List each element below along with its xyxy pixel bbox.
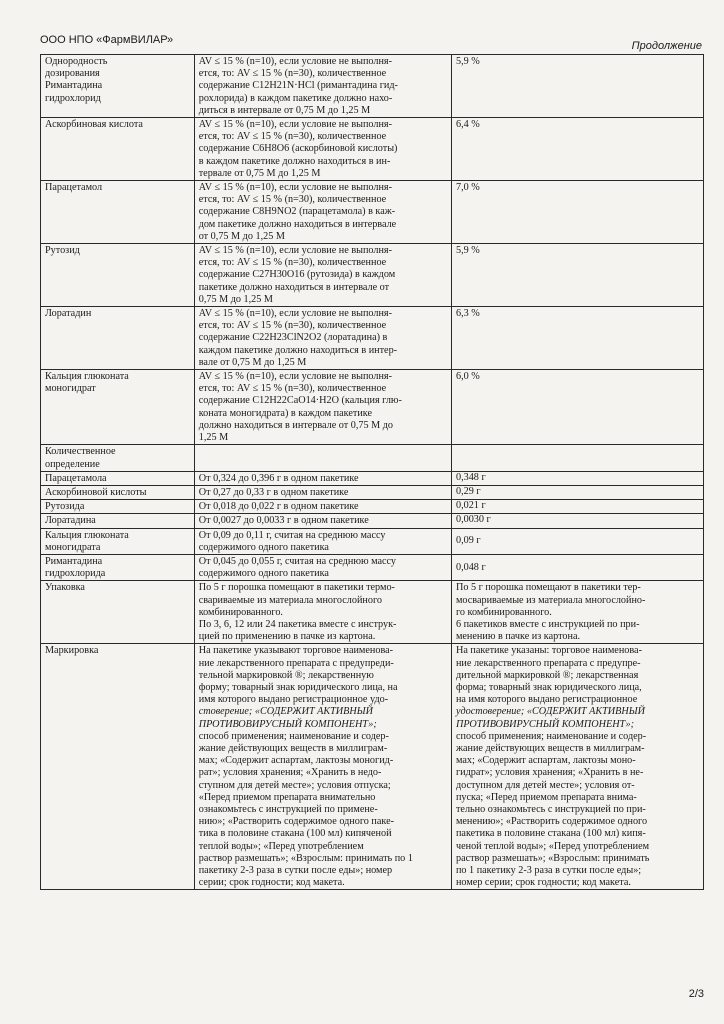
requirement-cell (194, 471, 451, 485)
table-row (41, 500, 704, 514)
text-line: ПРОТИВОВИРУСНЫЙ КОМПОНЕНТ»; (455, 718, 634, 730)
text-line: менению в пачке из картона. (455, 631, 581, 643)
text-line: ознакомьтесь с инструкцией по примене- (198, 803, 378, 815)
text-line: От 0,018 до 0,022 г в одном пакетике (198, 501, 359, 513)
text-line: Римантадина (45, 555, 103, 567)
result-cell: 5,9 % (451, 55, 703, 118)
text-line: тельной маркировкой ®; лекарственную (198, 669, 374, 681)
text-line: От 0,324 до 0,396 г в одном пакетике (198, 472, 359, 484)
ingredient-name-cell (41, 485, 195, 499)
text-line: ние лекарственного препарата с предупре- (455, 657, 641, 669)
text-line: серии; срок годности; код макета. (198, 877, 345, 889)
text-line: Кальция глюконата (45, 371, 129, 383)
result-cell (451, 644, 703, 890)
ingredient-name-cell (41, 471, 195, 485)
ingredient-name-cell (41, 244, 195, 307)
text-line: тельно ознакомьтесь с инструкцией по при- (455, 803, 646, 815)
text-line: От 0,27 до 0,33 г в одном пакетике (198, 486, 349, 498)
text-line: AV ≤ 15 % (n=10), если условие не выполня- (198, 56, 392, 67)
text-line: имя которого выдано регистрационное удо- (198, 694, 389, 706)
text-line: номер серии; срок годности; код макета. (455, 877, 631, 889)
text-line: го комбинированного. (455, 606, 552, 618)
text-line: гидрохлорида (45, 568, 106, 580)
empty-cell (194, 445, 451, 471)
text-line: стоверение; «СОДЕРЖИТ АКТИВНЫЙ (198, 706, 373, 718)
text-line: По 5 г порошка помещают в пакетики тер- (455, 582, 641, 594)
text-line: ступном для детей месте»; условия отпуска; (198, 779, 391, 791)
text-line: 0,75 M до 1,25 M (198, 293, 273, 305)
text-line: ется, то: AV ≤ 15 % (n=30), количественное (198, 131, 387, 143)
text-line: менению»; «Растворить содержимое одного (455, 816, 648, 828)
text-line: «Перед приемом препарата внимательно (198, 791, 376, 803)
text-line: ется, то: AV ≤ 15 % (n=30), количественное (198, 257, 387, 269)
text-line: от 0,75 M до 1,25 M (198, 230, 285, 242)
table-row (41, 118, 704, 181)
specification-table (40, 54, 704, 890)
text-line: AV ≤ 15 % (n=10), если условие не выполня- (198, 245, 392, 257)
text-line: дительной маркировкой ®; лекарственная (455, 669, 639, 681)
text-line: комбинированного. (198, 606, 283, 618)
text-line: ПРОТИВОВИРУСНЫЙ КОМПОНЕНТ»; (198, 718, 377, 730)
text-line: содержание C27H30O16 (рутозида) в каждом (198, 269, 396, 281)
text-line: гидрохлорид (45, 92, 101, 104)
ingredient-name-cell (41, 55, 195, 118)
requirement-cell (194, 181, 451, 244)
table-row (41, 528, 704, 554)
text-line: Парацетамол (45, 182, 103, 194)
text-line: каждом пакетике должно находиться в интер- (198, 344, 398, 356)
text-line: ется, то: AV ≤ 15 % (n=30), количественное (198, 320, 387, 332)
continuation-label: Продолжение (631, 40, 702, 52)
result-cell: 6,4 % (451, 118, 703, 181)
text-line: жание действующих веществ в миллиграм- (455, 742, 645, 754)
text-line: содержание C22H23ClN2O2 (лоратадина) в (198, 332, 388, 344)
result-cell (451, 581, 703, 644)
text-line: ние лекарственного препарата с предупреди- (198, 657, 394, 669)
text-line: Однородность (45, 56, 108, 67)
section-heading-cell (41, 445, 195, 471)
text-line: пакетика в половине стакана (100 мл) кипя- (455, 828, 646, 840)
table-row (41, 581, 704, 644)
requirement-cell (194, 528, 451, 554)
text-line: пакетику 2-3 раза в сутки после еды»; номер (198, 865, 393, 876)
text-line: Рутозида (45, 501, 85, 513)
ingredient-name-cell (41, 370, 195, 445)
requirement-cell (194, 554, 451, 580)
requirement-cell (194, 55, 451, 118)
text-line: пуска; «Перед приемом препарата внима- (455, 791, 637, 803)
text-line: AV ≤ 15 % (n=10), если условие не выполня- (198, 182, 392, 194)
text-line: раствор размешать»; «Взрослым: принимать по 1 (198, 852, 413, 864)
text-line: содержание C12H21N·HCl (римантадина гид- (198, 80, 398, 92)
text-line: рохлорида) в каждом пакетике должно нахо- (198, 92, 393, 104)
text-line: свариваемые из материала многослойного (198, 594, 382, 606)
requirement-cell (194, 118, 451, 181)
text-line: содержание C6H8O6 (аскорбиновой кислоты) (198, 143, 398, 155)
company-name: ООО НПО «ФармВИЛАР» (40, 34, 174, 46)
table-row (41, 445, 704, 471)
text-line: диться в интервале от 0,75 M до 1,25 M (198, 104, 371, 116)
table-row (41, 370, 704, 445)
result-cell: 7,0 % (451, 181, 703, 244)
result-cell: 0,021 г (451, 500, 703, 514)
result-cell: 0,348 г (451, 471, 703, 485)
requirement-cell (194, 500, 451, 514)
text-line: дозирования (45, 68, 100, 80)
ingredient-name-cell (41, 528, 195, 554)
text-line: На пакетике указаны: торговое наименова- (455, 645, 642, 657)
table-row (41, 244, 704, 307)
text-line: удостоверение; «СОДЕРЖИТ АКТИВНЫЙ (455, 706, 645, 718)
text-line: Римантадина (45, 80, 103, 92)
table-row (41, 55, 704, 118)
requirement-cell (194, 370, 451, 445)
text-line: По 5 г порошка помещают в пакетики термо- (198, 582, 395, 594)
ingredient-name-cell (41, 307, 195, 370)
text-line: моногидрата (45, 541, 101, 553)
result-cell: 0,048 г (451, 554, 703, 580)
text-line: вале от 0,75 M до 1,25 M (198, 356, 307, 368)
text-line: теплой воды»; «Перед употреблением (198, 840, 364, 852)
text-line: жание действующих веществ в миллиграм- (198, 742, 388, 754)
text-line: моногидрат (45, 383, 96, 395)
table-row (41, 181, 704, 244)
text-line: ченой теплой воды»; «Перед употреблением (455, 840, 650, 852)
text-line: мах; «Содержит аспартам, лактозы моно- (455, 755, 636, 767)
text-line: тервале от 0,75 M до 1,25 M (198, 167, 321, 179)
text-line: Количественное (45, 446, 116, 458)
text-line: AV ≤ 15 % (n=10), если условие не выполня- (198, 308, 392, 320)
text-line: AV ≤ 15 % (n=10), если условие не выполня- (198, 119, 392, 131)
text-line: содержимого одного пакетика (198, 541, 329, 553)
text-line: форма; товарный знак юридического лица, (455, 681, 642, 693)
table-row (41, 554, 704, 580)
text-line: доступном для детей месте»; условия от- (455, 779, 635, 791)
requirement-cell (194, 581, 451, 644)
table-row (41, 514, 704, 528)
text-line: ется, то: AV ≤ 15 % (n=30), количественное (198, 194, 387, 206)
text-line: тика в половине стакана (100 мл) кипяченой (198, 828, 392, 840)
requirement-cell (194, 514, 451, 528)
text-line: Парацетамола (45, 472, 107, 484)
text-line: должно находиться в интервале от 0,75 M до (198, 419, 394, 431)
text-line: способ применения; наименование и содер- (455, 730, 647, 742)
text-line: дом пакетике должно находиться в интервале (198, 218, 397, 230)
table-row (41, 644, 704, 890)
requirement-cell (194, 307, 451, 370)
text-line: Рутозид (45, 245, 80, 257)
ingredient-name-cell (41, 500, 195, 514)
text-line: Лоратадин (45, 308, 92, 320)
result-cell: 0,09 г (451, 528, 703, 554)
result-cell: 0,0030 г (451, 514, 703, 528)
table-row (41, 471, 704, 485)
text-line: От 0,09 до 0,11 г, считая на среднюю массу (198, 529, 386, 541)
text-line: Кальция глюконата (45, 529, 129, 541)
text-line: Лоратадина (45, 515, 96, 527)
ingredient-name-cell (41, 554, 195, 580)
text-line: От 0,045 до 0,055 г, считая на среднюю массу (198, 555, 397, 567)
text-line: ется, то: AV ≤ 15 % (n=30), количественное (198, 383, 387, 395)
result-cell: 0,29 г (451, 485, 703, 499)
text-line: AV ≤ 15 % (n=10), если условие не выполня- (198, 371, 392, 383)
text-line: содержимого одного пакетика (198, 568, 329, 580)
text-line: По 3, 6, 12 или 24 пакетика вместе с инструк- (198, 618, 397, 630)
text-line: на имя которого выдано регистрационное (455, 694, 638, 706)
text-line: коната моногидрата) в каждом пакетике (198, 407, 372, 419)
section-name-cell: Упаковка (41, 581, 195, 644)
text-line: рат»; условия хранения; «Хранить в недо- (198, 767, 382, 779)
text-line: мосвариваемые из материала многослойно- (455, 594, 646, 606)
page-number: 2/3 (688, 988, 704, 1000)
text-line: нию»; «Растворить содержимое одного паке- (198, 816, 395, 828)
text-line: пакетике должно находиться в интервале от (198, 281, 390, 293)
text-line: в каждом пакетике должно находиться в ин- (198, 155, 391, 167)
text-line: содержание C12H22CaO14·H2O (кальция глю- (198, 395, 402, 407)
text-line: форму; товарный знак юридического лица, на (198, 681, 398, 693)
text-line: 1,25 M (198, 432, 229, 444)
text-line: гидрат»; условия хранения; «Хранить в не- (455, 767, 644, 779)
result-cell: 5,9 % (451, 244, 703, 307)
text-line: 6 пакетиков вместе с инструкцией по при- (455, 618, 640, 630)
text-line: На пакетике указывают торговое наименова- (198, 645, 394, 657)
text-line: способ применения; наименование и содер- (198, 730, 389, 742)
text-line: ется, то: AV ≤ 15 % (n=30), количественное (198, 68, 387, 80)
text-line: по 1 пакетику 2-3 раза в сутки после еды»; (455, 865, 642, 876)
ingredient-name-cell (41, 181, 195, 244)
table-row (41, 485, 704, 499)
requirement-cell (194, 644, 451, 890)
requirement-cell (194, 244, 451, 307)
result-cell: 6,0 % (451, 370, 703, 445)
text-line: содержание C8H9NO2 (парацетамола) в каж- (198, 206, 396, 218)
result-cell: 6,3 % (451, 307, 703, 370)
requirement-cell (194, 485, 451, 499)
ingredient-name-cell (41, 514, 195, 528)
text-line: раствор размешать»; «Взрослым: принимать (455, 852, 650, 864)
ingredient-name-cell (41, 118, 195, 181)
text-line: определение (45, 458, 100, 470)
text-line: мах; «Содержит аспартам, лактозы моногид- (198, 755, 394, 767)
text-line: Аскорбиновая кислота (45, 119, 143, 131)
empty-cell (451, 445, 703, 471)
text-line: От 0,0027 до 0,0033 г в одном пакетике (198, 515, 369, 527)
section-name-cell: Маркировка (41, 644, 195, 890)
text-line: цией по применению в пачке из картона. (198, 631, 376, 643)
table-row (41, 307, 704, 370)
text-line: Аскорбиновой кислоты (45, 486, 147, 498)
